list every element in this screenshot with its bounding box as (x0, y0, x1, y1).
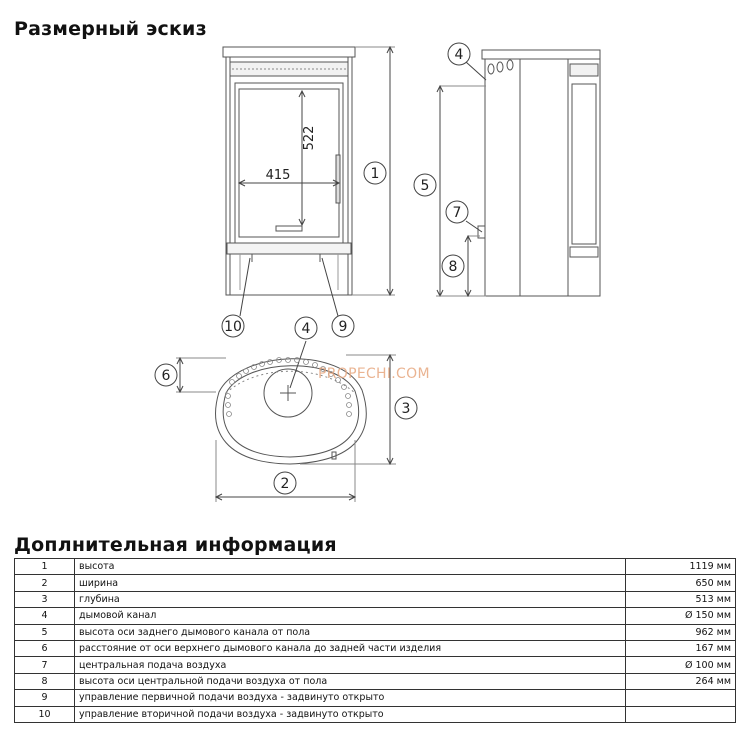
info-title: Доплнительная информация (14, 534, 337, 556)
table-row: 6 расстояние от оси верхнего дымового канала до задней части изделия 167 мм (15, 640, 736, 656)
dim-415: 415 (265, 168, 291, 183)
table-row: 3 глубина 513 мм (15, 591, 736, 607)
svg-text:6: 6 (161, 368, 171, 384)
callout-6 (155, 364, 177, 386)
table-row: 1 высота 1119 мм (15, 559, 736, 575)
callout-4-top (295, 317, 317, 339)
dim-522: 522 (302, 125, 317, 151)
callout-7 (446, 201, 468, 223)
side-view (478, 50, 600, 296)
svg-text:4: 4 (454, 47, 464, 63)
info-table (14, 558, 736, 723)
svg-text:7: 7 (452, 205, 462, 221)
callout-5 (414, 174, 436, 196)
watermark-logo: PROPECHI.COM (318, 366, 430, 382)
svg-text:2: 2 (280, 476, 290, 492)
table-row: 2 ширина 650 мм (15, 575, 736, 591)
table-row: 10 управление вторичной подачи воздуха - задвинуто открыто (15, 706, 736, 722)
svg-text:5: 5 (420, 178, 430, 194)
callout-8 (442, 255, 464, 277)
callout-3 (395, 397, 417, 419)
callout-4-side (448, 43, 470, 65)
svg-text:3: 3 (401, 401, 411, 417)
table-row: 7 центральная подача воздуха Ø 100 мм (15, 657, 736, 673)
table-row: 4 дымовой канал Ø 150 мм (15, 608, 736, 624)
sketch-title: Размерный эскиз (14, 18, 207, 40)
svg-text:10: 10 (224, 319, 242, 335)
svg-text:9: 9 (338, 319, 348, 335)
svg-text:8: 8 (448, 259, 458, 275)
table-row: 5 высота оси заднего дымового канала от пола 962 мм (15, 624, 736, 640)
callout-2 (274, 472, 296, 494)
table-row: 9 управление первичной подачи воздуха - задвинуто открыто (15, 690, 736, 706)
callout-9 (332, 315, 354, 337)
table-row: 8 высота оси центральной подачи воздуха от пола 264 мм (15, 673, 736, 689)
svg-text:4: 4 (301, 321, 311, 337)
callout-1 (364, 162, 386, 184)
callout-10 (222, 315, 244, 337)
svg-text:1: 1 (370, 166, 380, 182)
